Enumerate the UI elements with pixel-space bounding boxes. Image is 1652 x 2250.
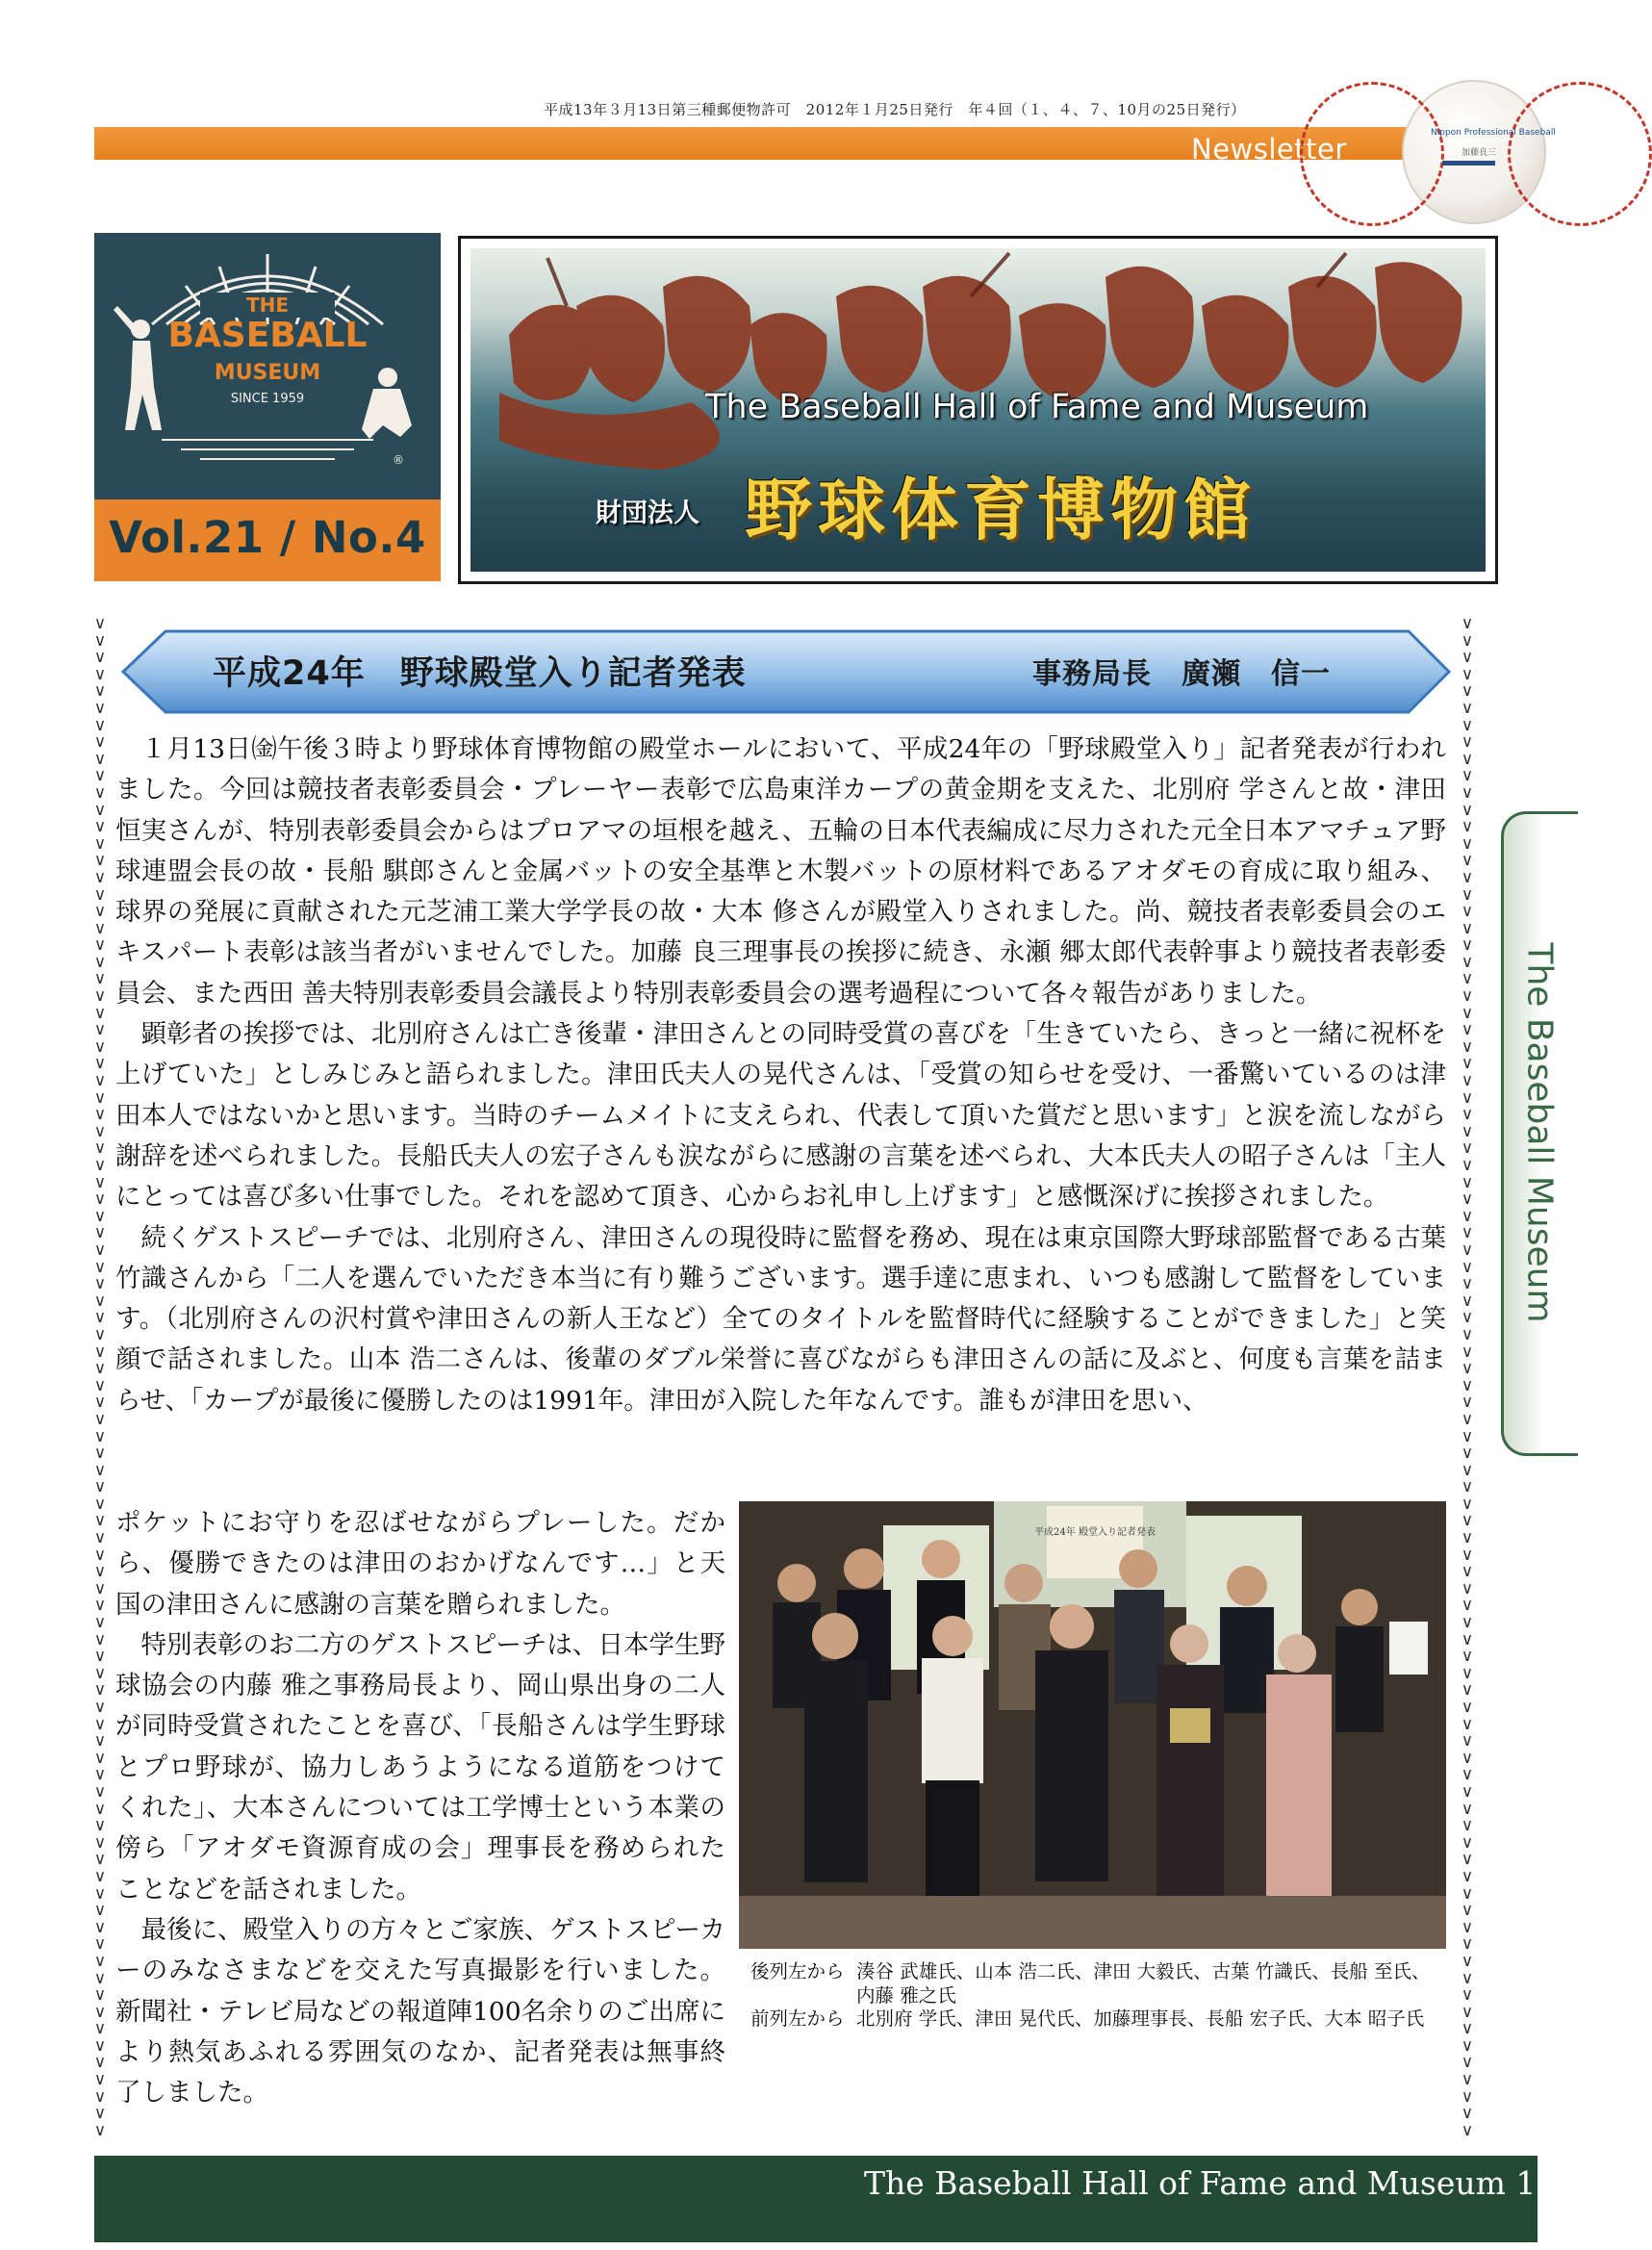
paragraph-3-continued: ポケットにお守りを忍ばせながらプレーした。だから、優勝できたのは津田のおかげなんです…」と天国の津田さんに感謝の言葉を贈られました。 xyxy=(115,1508,725,1620)
photo-board-text: 平成24年 殿堂入り記者発表 xyxy=(1034,1527,1156,1538)
logo-line3: MUSEUM xyxy=(214,361,321,385)
side-tab-label: The Baseball Museum xyxy=(1519,942,1560,1323)
caption-back-names: 湊谷 武雄氏、山本 浩二氏、津田 大毅氏、古葉 竹識氏、長船 至氏、内藤 雅之氏 xyxy=(856,1960,1431,2007)
title-banner xyxy=(458,236,1498,584)
article-title: 平成24年 野球殿堂入り記者発表 xyxy=(213,654,747,693)
volume-number: Vol.21 / No.4 xyxy=(109,512,426,563)
left-chevron-border: ∨ ∨ ∨ ∨ ∨ ∨ ∨ ∨ ∨ ∨ ∨ ∨ ∨ ∨ ∨ ∨ ∨ ∨ ∨ ∨ ∨ ∨ ∨ ∨ ∨ ∨ ∨ ∨ ∨ ∨ ∨ ∨ ∨ ∨ ∨ ∨ ∨ ∨ ∨ ∨ ∨ ∨ ∨ ∨ ∨ ∨ ∨ ∨ ∨ ∨ ∨ ∨ ∨ ∨ ∨ ∨ ∨ ∨ ∨ ∨ ∨ ∨ ∨ ∨ ∨ ∨ ∨ ∨ ∨ ∨ ∨ ∨ ∨ ∨ ∨ ∨ ∨ ∨ ∨ ∨ ∨ ∨ ∨ ∨ ∨ ∨ ∨ ∨ ∨ ∨ xyxy=(93,614,107,2140)
logo-since: SINCE 1959 xyxy=(230,392,305,406)
article-body-top xyxy=(115,729,1446,1421)
article-author: 事務局長 廣瀬 信一 xyxy=(1032,657,1331,691)
paragraph-3: 続くゲストスピーチでは、北別府さん、津田さんの現役時に監督を務め、現在は東京国際大野球部監督である古葉 竹識さんから「二人を選んでいただき本当に有り難うございます。選手達に恵まれ、いつも感謝して監督をしています。（北別府さんの沢村賞や津田さんの新人王など）全てのタイトルを監督時代に経験することができました」と笑顔で話されました。山本 浩二さんは、後輩のダブル栄誉に喜びながらも津田さんの話に及ぶと、何度も言葉を詰まらせ、「カープが最後に優勝したのは1991年。津田が入院した年なんです。誰もが津田を思い、 xyxy=(115,1222,1446,1416)
article-body-lower xyxy=(115,1503,725,2113)
banner-japanese-title: 野球体育博物館 xyxy=(745,471,1257,550)
paragraph-1: １月13日㈮午後３時より野球体育博物館の殿堂ホールにおいて、平成24年の「野球殿堂入り」記者発表が行われました。今回は競技者表彰委員会・プレーヤー表彰で広島東洋カープの黄金期を支えた、北別府 学さんと故・津田 恒実さんが、特別表彰委員会からはプロアマの垣根を越え、五輪の日本代表編成に尽力された元全日本アマチュア野球連盟会長の故・長船 騏郎さんと金属バットの安全基準と木製バットの原材料であるアオダモの育成に取り組み、球界の発展に貢献された元芝浦工業大学学長の故・大本 修さんが殿堂入りされました。尚、競技者表彰委員会のエキスパート表彰は該当者がいませんでした。加藤 良三理事長の挨拶に続き、永瀬 郷太郎代表幹事より競技者表彰委員会、また西田 善夫特別表彰委員会議長より特別表彰委員会の選考過程について各々報告がありました。 xyxy=(115,734,1446,1009)
paragraph-2: 顕彰者の挨拶では、北別府さんは亡き後輩・津田さんとの同時受賞の喜びを「生きていたら、きっと一緒に祝杯を上げていた」としみじみと語られました。津田氏夫人の晃代さんは、「受賞の知らせを受け、一番驚いているのは津田本人ではないかと思います。当時のチームメイトに支えられ、代表して頂いた賞だと思います」と涙を流しながら謝辞を述べられました。長船氏夫人の宏子さんも涙ながらに感謝の言葉を述べられ、大本氏夫人の昭子さんは「主人にとっては喜び多い仕事でした。それを認めて頂き、心からお礼申し上げます」と感慨深げに挨拶されました。 xyxy=(115,1019,1446,1213)
newsletter-label: Newsletter xyxy=(1191,133,1347,166)
paragraph-4: 特別表彰のお二方のゲストスピーチは、日本学生野球協会の内藤 雅之事務局長より、岡山県出身の二人が同時受賞されたことを喜び、「長船さんは学生野球とプロ野球が、協力しあうようになる道筋をつけてくれた」、大本さんについては工学博士という本業の傍ら「アオダモ資源育成の会」理事長を務められたことなどを話されました。 xyxy=(115,1629,725,1905)
caption-front-names: 北別府 学氏、津田 晃代氏、加藤理事長、長船 宏子氏、大本 昭子氏 xyxy=(856,2007,1425,2030)
ball-stamp: Nippon Professional Baseball xyxy=(1431,128,1556,138)
permit-line: 平成13年３月13日第三種郵便物許可 2012年１月25日発行 年４回（１、４、７、10月の25日発行） xyxy=(544,101,1246,118)
footer-text: The Baseball Hall of Fame and Museum 1 xyxy=(864,2164,1537,2202)
group-photo xyxy=(739,1501,1446,1949)
museum-logo xyxy=(94,233,441,499)
ball-signature: 加藤良三 xyxy=(1461,148,1497,158)
banner-prefix: 財団法人 xyxy=(596,499,699,528)
caption-back-label: 後列左から xyxy=(750,1960,845,1982)
banner-english-title: The Baseball Hall of Fame and Museum xyxy=(705,388,1369,426)
paragraph-5: 最後に、殿堂入りの方々とご家族、ゲストスピーカーのみなさまなどを交えた写真撮影を行いました。新聞社・テレビ局などの報道陣100名余りのご出席により熱気あふれる雰囲気のなか、記者発表は無事終了しました。 xyxy=(115,1914,725,2109)
caption-front-label: 前列左から xyxy=(750,2007,845,2030)
right-chevron-border: ∨ ∨ ∨ ∨ ∨ ∨ ∨ ∨ ∨ ∨ ∨ ∨ ∨ ∨ ∨ ∨ ∨ ∨ ∨ ∨ ∨ ∨ ∨ ∨ ∨ ∨ ∨ ∨ ∨ ∨ ∨ ∨ ∨ ∨ ∨ ∨ ∨ ∨ ∨ ∨ ∨ ∨ ∨ ∨ ∨ ∨ ∨ ∨ ∨ ∨ ∨ ∨ ∨ ∨ ∨ ∨ ∨ ∨ ∨ ∨ ∨ ∨ ∨ ∨ ∨ ∨ ∨ ∨ ∨ ∨ ∨ ∨ ∨ ∨ ∨ ∨ ∨ ∨ ∨ ∨ ∨ ∨ ∨ ∨ ∨ ∨ ∨ ∨ ∨ ∨ xyxy=(1461,614,1474,2140)
registered-mark: ® xyxy=(393,453,404,467)
logo-line1: THE xyxy=(245,294,290,317)
logo-line2: BASEBALL xyxy=(167,316,368,355)
baseball-icon xyxy=(1402,80,1556,224)
photo-caption xyxy=(750,1960,1434,2032)
